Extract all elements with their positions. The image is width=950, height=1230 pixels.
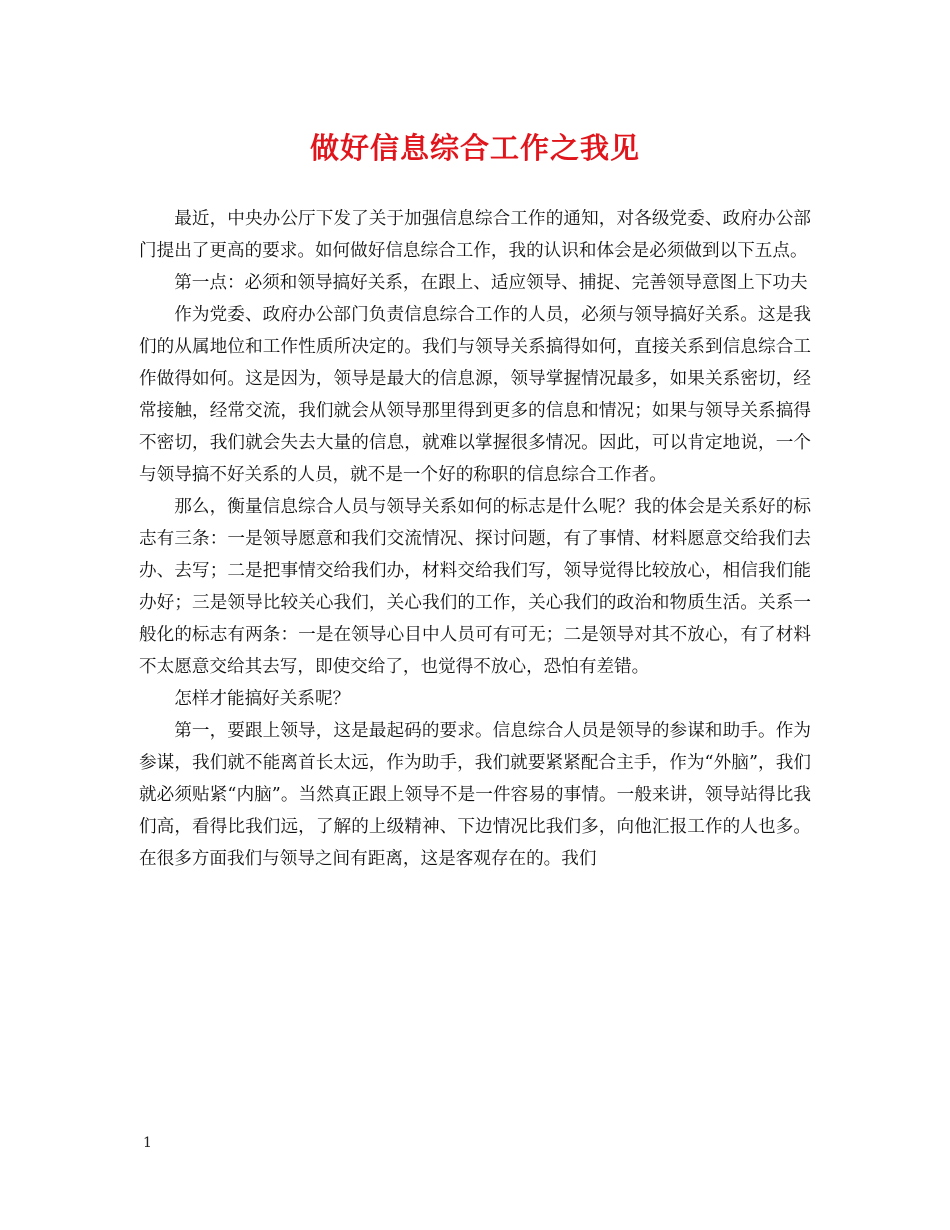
paragraph-intro: 最近，中央办公厅下发了关于加强信息综合工作的通知，对各级党委、政府办公部门提出了更高的要求。如何做好信息综合工作，我的认识和体会是必须做到以下五点。 (139, 209, 811, 261)
paragraph-relationship: 作为党委、政府办公部门负责信息综合工作的人员，必须与领导搞好关系。这是我们的从属地位和工作性质所决定的。我们与领导关系搞得如何，直接关系到信息综合工作做得如何。这是因为，领导是最大的信息源，领导掌握情况最多，如果关系密切，经常接触，经常交流，我们就会从领导那里得到更多的信息和情况；如果与领导关系搞得不密切，我们就会失去大量的信息，就难以掌握很多情况。因此，可以肯定地说，一个与领导搞不好关系的人员，就不是一个好的称职的信息综合工作者。 (139, 305, 811, 485)
document-title: 做好信息综合工作之我见 (309, 131, 640, 165)
page-number: 1 (143, 1135, 152, 1151)
paragraph-point-one-heading: 第一点：必须和领导搞好关系，在跟上、适应领导、捕捉、完善领导意图上下功夫 (174, 273, 808, 293)
document-body (139, 203, 811, 875)
paragraph-first-follow: 第一，要跟上领导，这是最起码的要求。信息综合人员是领导的参谋和助手。作为参谋，我们就不能离首长太远，作为助手，我们就要紧紧配合主手，作为“外脑”，我们就必须贴紧“内脑”。当然真正跟上领导不是一件容易的事情。一般来讲，领导站得比我们高，看得比我们远，了解的上级精神、下边情况比我们多，向他汇报工作的人也多。在很多方面我们与领导之间有距离，这是客观存在的。我们 (139, 721, 811, 869)
paragraph-measure: 那么，衡量信息综合人员与领导关系如何的标志是什么呢？我的体会是关系好的标志有三条：一是领导愿意和我们交流情况、探讨问题，有了事情、材料愿意交给我们去办、去写；二是把事情交给我们办，材料交给我们写，领导觉得比较放心，相信我们能办好；三是领导比较关心我们，关心我们的工作，关心我们的政治和物质生活。关系一般化的标志有两条：一是在领导心目中人员可有可无；二是领导对其不放心，有了材料不太愿意交给其去写，即使交给了，也觉得不放心，恐怕有差错。 (139, 497, 811, 677)
paragraph-question: 怎样才能搞好关系呢？ (174, 689, 351, 709)
